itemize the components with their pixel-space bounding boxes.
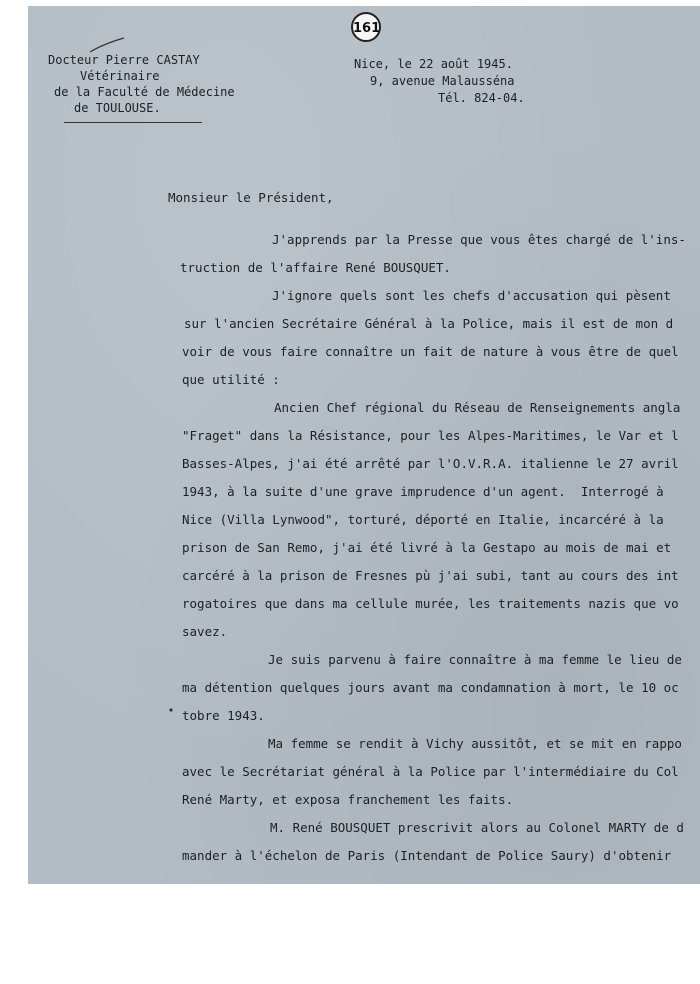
body-line: rogatoires que dans ma cellule murée, les traitements nazis que vo bbox=[182, 596, 679, 611]
header-rule bbox=[64, 122, 202, 123]
body-line: truction de l'affaire René BOUSQUET. bbox=[180, 260, 451, 275]
body-line: Ma femme se rendit à Vichy aussitôt, et se mit en rappo bbox=[268, 736, 682, 751]
body-line: que utilité : bbox=[182, 372, 280, 387]
date-address-block bbox=[354, 56, 525, 107]
body-line: Je suis parvenu à faire connaître à ma femme le lieu de bbox=[268, 652, 682, 667]
date-line: Nice, le 22 août 1945. bbox=[354, 57, 513, 71]
sender-city: de TOULOUSE. bbox=[74, 101, 161, 115]
body-line: carcéré à la prison de Fresnes pù j'ai subi, tant au cours des int bbox=[182, 568, 679, 583]
address-line: 9, avenue Malausséna bbox=[370, 74, 515, 88]
body-line: savez. bbox=[182, 624, 228, 639]
body-line: avec le Secrétariat général à la Police par l'intermédiaire du Col bbox=[182, 764, 679, 779]
sender-faculty: de la Faculté de Médecine bbox=[54, 85, 235, 99]
phone-line: Tél. 824-04. bbox=[438, 91, 525, 105]
margin-mark-icon bbox=[167, 706, 175, 714]
body-line: sur l'ancien Secrétaire Général à la Police, mais il est de mon d bbox=[184, 316, 674, 331]
body-line: J'apprends par la Presse que vous êtes chargé de l'ins- bbox=[272, 232, 686, 247]
body-line: Basses-Alpes, j'ai été arrêté par l'O.V.R.A. italienne le 27 avril bbox=[182, 456, 679, 471]
sender-title: Vétérinaire bbox=[80, 69, 160, 83]
body-line: prison de San Remo, j'ai été livré à la Gestapo au mois de mai et bbox=[182, 540, 672, 555]
body-line: voir de vous faire connaître un fait de nature à vous être de quel bbox=[182, 344, 679, 359]
body-line: J'ignore quels sont les chefs d'accusation qui pèsent bbox=[272, 288, 671, 303]
body-line: 1943, à la suite d'une grave imprudence d'un agent. Interrogé à bbox=[182, 484, 664, 499]
body-line: "Fraget" dans la Résistance, pour les Alpes-Maritimes, le Var et l bbox=[182, 428, 679, 443]
salutation: Monsieur le Président, bbox=[168, 190, 334, 205]
body-line: René Marty, et exposa franchement les faits. bbox=[182, 792, 514, 807]
body-line: tobre 1943. bbox=[182, 708, 265, 723]
sender-block bbox=[48, 52, 235, 116]
page-number-stamp: 161 bbox=[351, 12, 381, 42]
body-line: ma détention quelques jours avant ma condamnation à mort, le 10 oc bbox=[182, 680, 679, 695]
body-line: mander à l'échelon de Paris (Intendant de Police Saury) d'obtenir bbox=[182, 848, 672, 863]
sender-name: Docteur Pierre CASTAY bbox=[48, 53, 200, 67]
body-line: M. René BOUSQUET prescrivit alors au Colonel MARTY de d bbox=[270, 820, 684, 835]
body-line: Ancien Chef régional du Réseau de Renseignements angla bbox=[274, 400, 681, 415]
body-line: Nice (Villa Lynwood", torturé, déporté en Italie, incarcéré à la bbox=[182, 512, 664, 527]
letter-sheet bbox=[28, 6, 700, 884]
